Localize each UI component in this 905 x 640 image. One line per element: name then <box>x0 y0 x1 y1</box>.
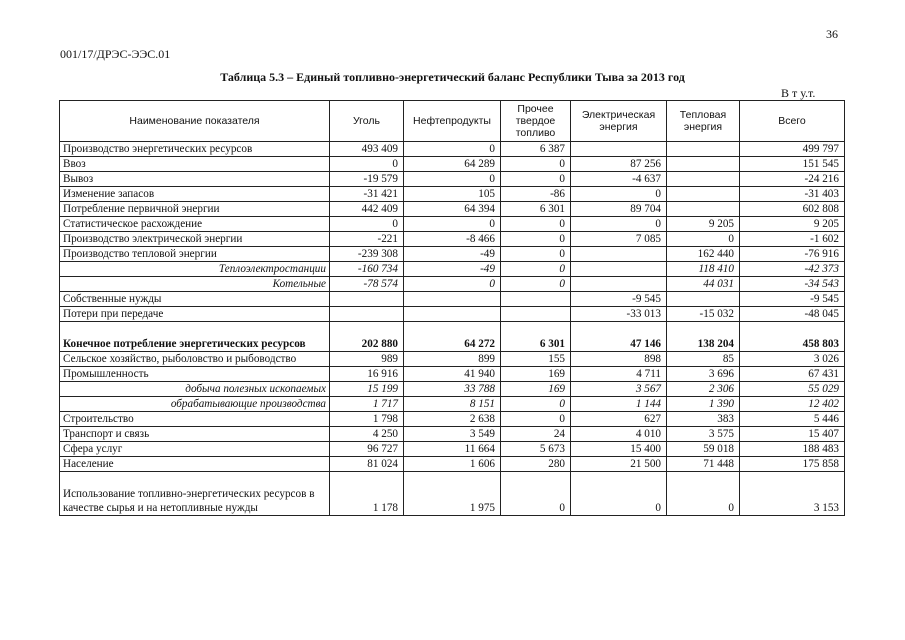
table-cell: 64 272 <box>404 322 501 352</box>
table-cell: 2 306 <box>667 382 740 397</box>
table-cell <box>404 307 501 322</box>
table-cell: 989 <box>330 352 404 367</box>
header-heat-energy: Тепловая энергия <box>667 101 740 142</box>
table-cell: 898 <box>571 352 667 367</box>
table-cell <box>571 262 667 277</box>
table-cell: 0 <box>501 262 571 277</box>
table-row <box>60 322 845 352</box>
table-cell: 0 <box>501 412 571 427</box>
table-cell: -31 403 <box>740 187 845 202</box>
table-cell: -15 032 <box>667 307 740 322</box>
table-cell: 3 153 <box>740 472 845 516</box>
table-cell: 0 <box>501 472 571 516</box>
table-cell: 6 387 <box>501 142 571 157</box>
table-cell: 3 549 <box>404 427 501 442</box>
table-row <box>60 442 845 457</box>
table-cell: 1 144 <box>571 397 667 412</box>
table-cell <box>501 307 571 322</box>
table-cell: -49 <box>404 247 501 262</box>
table-cell: -31 421 <box>330 187 404 202</box>
table-row <box>60 217 845 232</box>
table-cell <box>667 202 740 217</box>
table-row <box>60 232 845 247</box>
table-cell: 64 289 <box>404 157 501 172</box>
table-cell <box>667 157 740 172</box>
table-cell: 155 <box>501 352 571 367</box>
table-cell <box>667 142 740 157</box>
table-cell: 3 575 <box>667 427 740 442</box>
table-cell: 55 029 <box>740 382 845 397</box>
row-label: Ввоз <box>60 157 330 172</box>
table-row <box>60 157 845 172</box>
header-row <box>60 101 845 142</box>
row-label: Изменение запасов <box>60 187 330 202</box>
table-cell: 1 390 <box>667 397 740 412</box>
table-cell: -42 373 <box>740 262 845 277</box>
table-row <box>60 277 845 292</box>
energy-balance-table <box>59 100 845 516</box>
header-other-solid-fuel: Прочее твердое топливо <box>501 101 571 142</box>
table-cell: 627 <box>571 412 667 427</box>
table-cell: 85 <box>667 352 740 367</box>
table-cell: 0 <box>330 157 404 172</box>
table-cell: 9 205 <box>667 217 740 232</box>
table-cell: 1 606 <box>404 457 501 472</box>
table-cell: 0 <box>501 157 571 172</box>
row-label: Статистическое расхождение <box>60 217 330 232</box>
row-label: Транспорт и связь <box>60 427 330 442</box>
table-row <box>60 172 845 187</box>
table-cell: 16 916 <box>330 367 404 382</box>
table-cell: 0 <box>501 397 571 412</box>
table-row <box>60 292 845 307</box>
row-label: Производство электрической энергии <box>60 232 330 247</box>
table-row <box>60 427 845 442</box>
row-label: Потери при передаче <box>60 307 330 322</box>
header-name: Наименование показателя <box>60 101 330 142</box>
table-cell: 118 410 <box>667 262 740 277</box>
row-label: Собственные нужды <box>60 292 330 307</box>
table-cell: 0 <box>404 277 501 292</box>
table-cell: -86 <box>501 187 571 202</box>
table-cell: 3 696 <box>667 367 740 382</box>
table-cell: 0 <box>330 217 404 232</box>
table-cell <box>667 292 740 307</box>
table-cell: 0 <box>501 232 571 247</box>
table-cell: -160 734 <box>330 262 404 277</box>
table-cell: -9 545 <box>571 292 667 307</box>
table-cell <box>330 307 404 322</box>
row-label: Население <box>60 457 330 472</box>
table-cell: 71 448 <box>667 457 740 472</box>
table-row <box>60 397 845 412</box>
table-cell: -33 013 <box>571 307 667 322</box>
table-cell: 21 500 <box>571 457 667 472</box>
table-cell: 138 204 <box>667 322 740 352</box>
row-label: Сельское хозяйство, рыболовство и рыбоводство <box>60 352 330 367</box>
table-cell: -1 602 <box>740 232 845 247</box>
table-cell: 15 199 <box>330 382 404 397</box>
table-cell: 0 <box>404 217 501 232</box>
table-cell: 44 031 <box>667 277 740 292</box>
table-cell: 4 250 <box>330 427 404 442</box>
table-cell: 442 409 <box>330 202 404 217</box>
table-cell: 6 301 <box>501 202 571 217</box>
units-label: В т у.т. <box>781 86 816 100</box>
table-cell: 24 <box>501 427 571 442</box>
table-cell: 0 <box>501 277 571 292</box>
table-cell: 0 <box>404 172 501 187</box>
table-cell: -221 <box>330 232 404 247</box>
row-label: Вывоз <box>60 172 330 187</box>
table-cell: 1 178 <box>330 472 404 516</box>
table-cell <box>501 292 571 307</box>
header-total: Всего <box>740 101 845 142</box>
table-cell: -19 579 <box>330 172 404 187</box>
document-code: 001/17/ДРЭС-ЭЭС.01 <box>60 47 171 61</box>
table-cell: 0 <box>571 217 667 232</box>
table-cell: 4 010 <box>571 427 667 442</box>
table-cell: 64 394 <box>404 202 501 217</box>
table-cell: 188 483 <box>740 442 845 457</box>
row-label: Производство энергетических ресурсов <box>60 142 330 157</box>
row-label: Котельные <box>60 277 330 292</box>
table-cell: 11 664 <box>404 442 501 457</box>
table-cell: -8 466 <box>404 232 501 247</box>
table-cell: 0 <box>571 472 667 516</box>
table-cell: 5 446 <box>740 412 845 427</box>
table-cell: 59 018 <box>667 442 740 457</box>
table-cell: 41 940 <box>404 367 501 382</box>
row-label: Сфера услуг <box>60 442 330 457</box>
row-label: Производство тепловой энергии <box>60 247 330 262</box>
row-label: Строительство <box>60 412 330 427</box>
table-row <box>60 142 845 157</box>
table-cell: 175 858 <box>740 457 845 472</box>
table-cell: 6 301 <box>501 322 571 352</box>
table-cell <box>571 277 667 292</box>
table-cell: 47 146 <box>571 322 667 352</box>
table-cell: 0 <box>501 217 571 232</box>
table-cell: 1 975 <box>404 472 501 516</box>
table-cell: 0 <box>404 142 501 157</box>
table-cell: 169 <box>501 382 571 397</box>
table-cell: 280 <box>501 457 571 472</box>
row-label: Промышленность <box>60 367 330 382</box>
table-cell: 383 <box>667 412 740 427</box>
table-cell: 81 024 <box>330 457 404 472</box>
table-cell: 151 545 <box>740 157 845 172</box>
table-cell: 899 <box>404 352 501 367</box>
table-cell: 89 704 <box>571 202 667 217</box>
table-cell: 162 440 <box>667 247 740 262</box>
table-cell: 458 803 <box>740 322 845 352</box>
table-row <box>60 472 845 516</box>
table-cell: 602 808 <box>740 202 845 217</box>
page-number: 36 <box>826 27 838 41</box>
table-row <box>60 457 845 472</box>
table-row <box>60 367 845 382</box>
header-oil-products: Нефтепродукты <box>404 101 501 142</box>
table-cell: 8 151 <box>404 397 501 412</box>
table-cell: 33 788 <box>404 382 501 397</box>
header-electric-energy: Электрическая энергия <box>571 101 667 142</box>
table-row <box>60 202 845 217</box>
table-cell: 9 205 <box>740 217 845 232</box>
table-row <box>60 412 845 427</box>
table-cell: -9 545 <box>740 292 845 307</box>
table-cell: -4 637 <box>571 172 667 187</box>
table-cell: 87 256 <box>571 157 667 172</box>
table-cell: 1 798 <box>330 412 404 427</box>
table-row <box>60 307 845 322</box>
row-label: добыча полезных ископаемых <box>60 382 330 397</box>
table-cell: 0 <box>501 172 571 187</box>
table-cell: 4 711 <box>571 367 667 382</box>
header-coal: Уголь <box>330 101 404 142</box>
table-cell: -48 045 <box>740 307 845 322</box>
table-cell: 499 797 <box>740 142 845 157</box>
table-cell <box>667 172 740 187</box>
table-cell: 3 026 <box>740 352 845 367</box>
row-label: обрабатывающие производства <box>60 397 330 412</box>
row-label: Теплоэлектростанции <box>60 262 330 277</box>
table-cell: 0 <box>501 247 571 262</box>
table-cell <box>330 292 404 307</box>
table-cell: -76 916 <box>740 247 845 262</box>
table-row <box>60 247 845 262</box>
table-cell: -34 543 <box>740 277 845 292</box>
table-cell: 0 <box>667 232 740 247</box>
table-cell: 105 <box>404 187 501 202</box>
table-cell <box>404 292 501 307</box>
table-cell: 0 <box>667 472 740 516</box>
table-row <box>60 352 845 367</box>
table-cell: -24 216 <box>740 172 845 187</box>
table-cell: -78 574 <box>330 277 404 292</box>
table-cell <box>571 142 667 157</box>
row-label: Использование топливно-энергетических ресурсов в качестве сырья и на нетопливные нужды <box>60 472 330 516</box>
table-row <box>60 187 845 202</box>
table-cell: 7 085 <box>571 232 667 247</box>
row-label: Потребление первичной энергии <box>60 202 330 217</box>
table-cell: 3 567 <box>571 382 667 397</box>
table-cell <box>571 247 667 262</box>
table-cell: 2 638 <box>404 412 501 427</box>
table-cell: 169 <box>501 367 571 382</box>
table-cell: 96 727 <box>330 442 404 457</box>
table-cell: 202 880 <box>330 322 404 352</box>
table-cell: -239 308 <box>330 247 404 262</box>
table-body <box>60 142 845 516</box>
table-cell <box>667 187 740 202</box>
table-cell: 493 409 <box>330 142 404 157</box>
table-cell: -49 <box>404 262 501 277</box>
row-label: Конечное потребление энергетических ресурсов <box>60 322 330 352</box>
table-cell: 5 673 <box>501 442 571 457</box>
table-row <box>60 382 845 397</box>
table-cell: 12 402 <box>740 397 845 412</box>
table-cell: 67 431 <box>740 367 845 382</box>
table-cell: 15 400 <box>571 442 667 457</box>
table-title: Таблица 5.3 – Единый топливно-энергетический баланс Республики Тыва за 2013 год <box>220 70 685 84</box>
table-row <box>60 262 845 277</box>
table-cell: 1 717 <box>330 397 404 412</box>
table-cell: 15 407 <box>740 427 845 442</box>
table-cell: 0 <box>571 187 667 202</box>
